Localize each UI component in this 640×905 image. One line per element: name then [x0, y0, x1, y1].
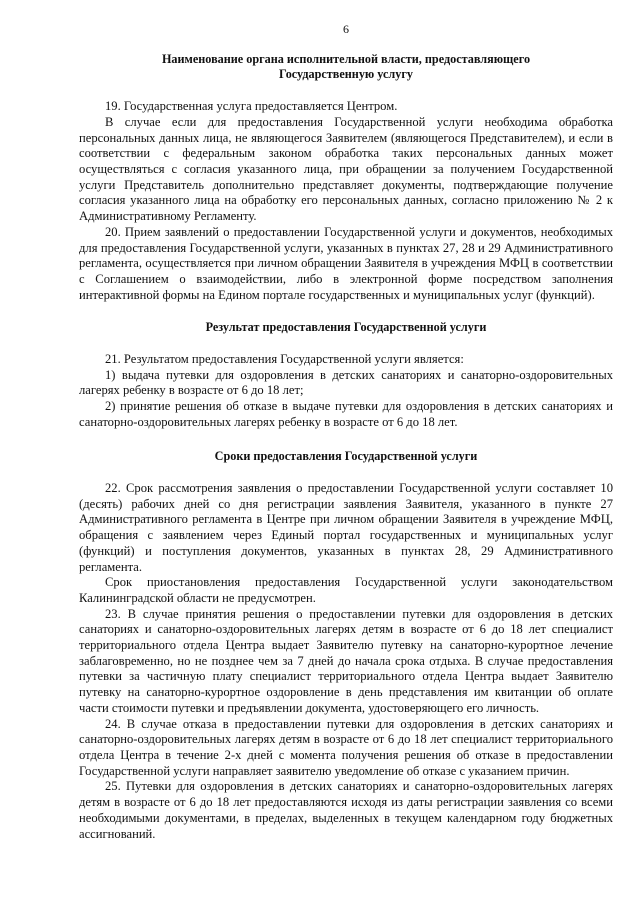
- spacer: [79, 430, 613, 449]
- paragraph-20: 20. Прием заявлений о предоставлении Государственной услуги и документов, необходимых для предоставления Государственной услуги, указанных в пунктах 27, 28 и 29 Административного регламента, осуществляется при личном обращении Заявителя в учреждения МФЦ в соответствии с Соглашением о взаимодействии, либо в электронной форме посредством заполнения интерактивной формы на Едином портале государственных и муниципальных услуг (функций).: [79, 224, 613, 302]
- spacer: [79, 464, 613, 481]
- spacer: [79, 303, 613, 320]
- paragraph-21-item-2: 2) принятие решения об отказе в выдаче путевки для оздоровления в детских санаториях и санаторно-оздоровительных лагерях ребенку в возрасте от 6 до 18 лет.: [79, 399, 613, 429]
- section-heading-terms: Сроки предоставления Государственной услуги: [214, 449, 478, 464]
- section-heading-authority-line1: Наименование органа исполнительной власти, предоставляющего: [161, 52, 531, 66]
- paragraph-19-consent: В случае если для предоставления Государственной услуги необходима обработка персональных данных лица, не являющегося Заявителем (являющегося Представителем), и если в соответствии с федеральным законом обработка таких персональных данных может осуществляться с согласия указанного лица, при обращении за получением Государственной услуги Представитель дополнительно представляет документы, подтверждающие получение согласия указанного лица на обработку его персональных данных, согласно приложению № 2 к Административному Регламенту.: [79, 114, 613, 224]
- paragraph-22: 22. Срок рассмотрения заявления о предоставлении Государственной услуги составляет 10 (десять) рабочих дней со дня регистрации заявления Заявителя, указанного в пункте 27 Административного регламента в Центре при личном обращении Заявителя в учреждение МФЦ, обращения с заявлением через Единый портал государственных и муниципальных услуг (функций) и поступления документов, указанных в пунктах 28, 29 Административного регламента.: [79, 481, 613, 574]
- page-number: 6: [343, 22, 349, 36]
- section-heading-authority: [79, 52, 613, 81]
- paragraph-25: 25. Путевки для оздоровления в детских санаториях и санаторно-оздоровительных лагерях детям в возрасте от 6 до 18 лет предоставляются исходя из даты регистрации заявления со всеми необходимыми документами, в пределах, выделенных в текущем календарном году бюджетных ассигнований.: [79, 779, 613, 841]
- paragraph-23: 23. В случае принятия решения о предоставлении путевки для оздоровления в детских санаториях и санаторно-оздоровительных лагерях детям в возрасте от 6 до 18 лет специалист территориального отдела Центра выдает Заявителю путевку на санаторно-курортное лечение заблаговременно, но не позднее чем за 7 дней до начала срока отдыха. В случае предоставления путевки за частичную плату специалист территориального отдела Центра выдает Заявителю путевку на санаторно-курортное оздоровление в день представления им квитанции об оплате части стоимости путевки и предъявлении документа, удостоверяющего его личность.: [79, 606, 613, 715]
- paragraph-19: 19. Государственная услуга предоставляется Центром.: [105, 99, 398, 114]
- paragraph-24: 24. В случае отказа в предоставлении путевки для оздоровления в детских санаториях и санаторно-оздоровительных лагерях детям в возрасте от 6 до 18 лет специалист территориального отдела Центра в течение 2-х дней с момента получения решения об отказе в предоставлении Государственной услуги направляет заявителю уведомление об отказе с указанием причин.: [79, 716, 613, 778]
- spacer: [79, 335, 613, 352]
- spacer: [79, 81, 613, 99]
- paragraph-22-suspension: Срок приостановления предоставления Государственной услуги законодательством Калининградской области не предусмотрен.: [79, 575, 613, 605]
- paragraph-21-item-1: 1) выдача путевки для оздоровления в детских санаториях и санаторно-оздоровительных лагерях ребенку в возрасте от 6 до 18 лет;: [79, 367, 613, 398]
- paragraph-21: 21. Результатом предоставления Государственной услуги является:: [105, 351, 464, 366]
- section-heading-authority-line2: Государственную услугу: [279, 66, 413, 81]
- document-page: [79, 22, 613, 882]
- section-heading-result: Результат предоставления Государственной услуги: [205, 320, 487, 335]
